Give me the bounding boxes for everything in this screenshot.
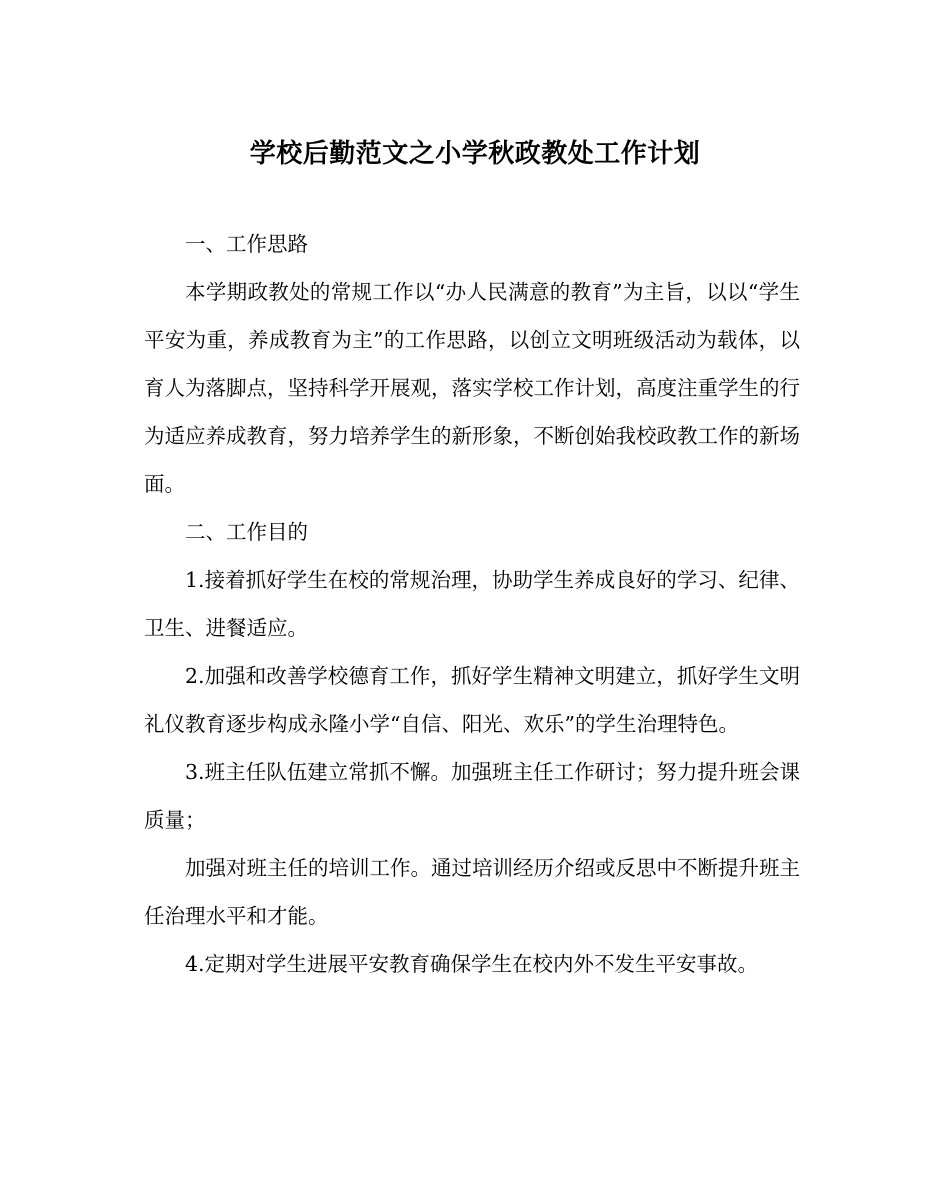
document-title: 学校后勤范文之小学秋政教处工作计划: [249, 139, 701, 169]
paragraph-work-approach: 本学期政教处的常规工作以“办人民满意的教育”为主旨，以以“学生平安为重，养成教育为主”的工作思路，以创立文明班级活动为载体，以育人为落脚点，坚持科学开展观，落实学校工作计划，高度注重学生的行为适应养成教育，努力培养学生的新形象，不断创始我校政教工作的新场面。: [144, 280, 800, 496]
section-heading-work-goals: 二、工作目的: [185, 520, 308, 544]
document-body: [144, 220, 800, 988]
paragraph-goal-4: 4.定期对学生进展平安教育确保学生在校内外不发生平安事故。: [185, 952, 759, 976]
paragraph-goal-3: 3.班主任队伍建立常抓不懈。加强班主任工作研讨；努力提升班会课质量；: [144, 760, 800, 832]
paragraph-goal-2: 2.加强和改善学校德育工作，抓好学生精神文明建立，抓好学生文明礼仪教育逐步构成永隆小学“自信、阳光、欢乐”的学生治理特色。: [144, 664, 800, 736]
section-heading-work-approach: 一、工作思路: [185, 232, 308, 256]
paragraph-goal-3-continued: 加强对班主任的培训工作。通过培训经历介绍或反思中不断提升班主任治理水平和才能。: [144, 856, 800, 928]
paragraph-goal-1: 1.接着抓好学生在校的常规治理，协助学生养成良好的学习、纪律、卫生、进餐适应。: [144, 568, 800, 640]
